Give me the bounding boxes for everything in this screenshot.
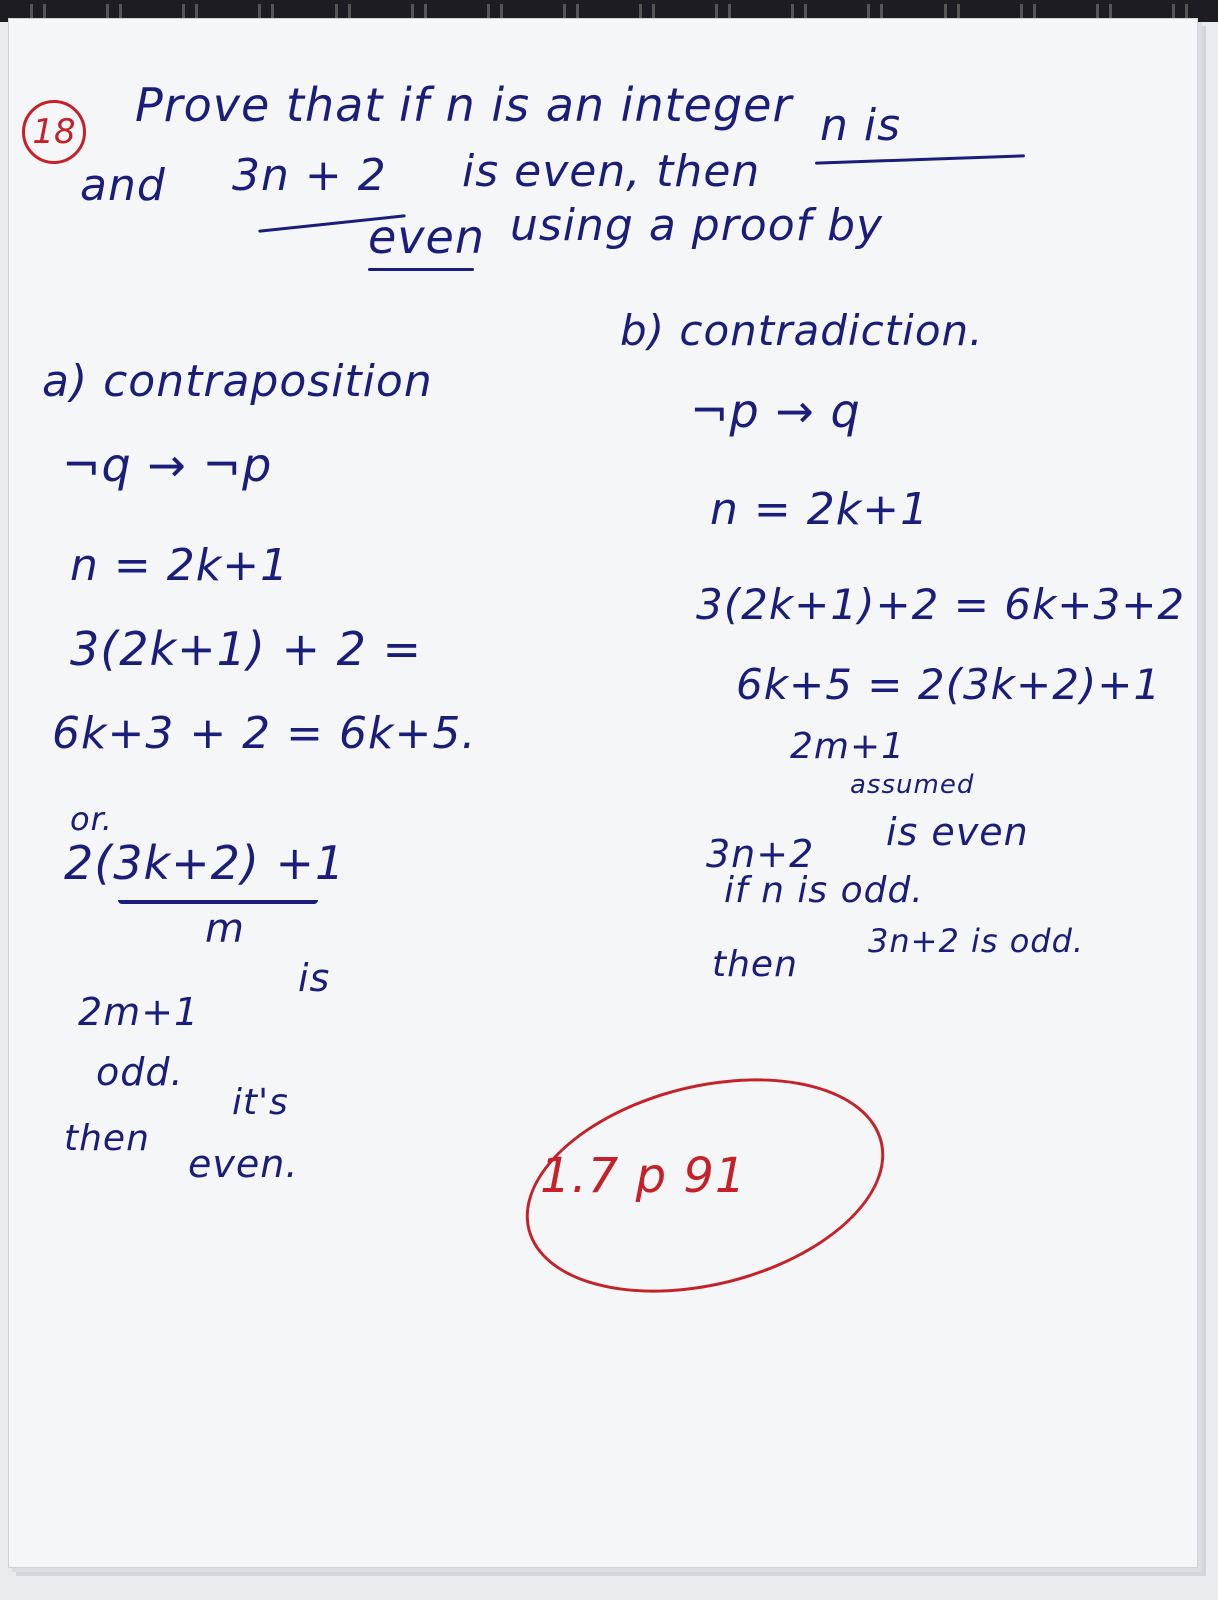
part-b-step-6-3n-plus-2: 3n+2 [706,832,815,876]
reference-section-page: 1.7 p 91 [540,1148,747,1204]
part-b-step-6-is-even: is even [886,810,1029,854]
problem-line-3-even: even [368,210,485,264]
part-a-step-5: 2(3k+2) +1 [64,836,346,890]
part-a-step-8-then: then [64,1118,150,1159]
problem-number-circle: 18 [22,100,86,164]
part-a-step-8-its: it's [232,1082,289,1123]
part-b-logic: ¬p → q [690,384,861,438]
part-b-step-4: 2m+1 [790,726,906,767]
part-b-step-8-3n-plus-2-is-odd: 3n+2 is odd. [868,922,1085,960]
part-a-step-4: or. [70,800,113,838]
part-a-step-2: 3(2k+1) + 2 = [70,622,423,676]
part-a-step-6-2m-plus-1: 2m+1 [78,990,200,1034]
problem-line-1: Prove that if n is an integer [135,78,793,132]
part-a-logic: ¬q → ¬p [62,438,273,492]
problem-line-2-n-is: n is [820,100,902,151]
part-b-step-2: 3(2k+1)+2 = 6k+3+2 [696,580,1186,629]
part-b-step-3: 6k+5 = 2(3k+2)+1 [736,660,1162,709]
part-a-m-label: m [205,906,245,952]
part-b-step-5-assumed: assumed [850,770,975,800]
part-b-heading: b) contradiction. [620,306,984,355]
part-b-step-1: n = 2k+1 [710,484,930,535]
problem-line-2-and: and [80,160,166,211]
part-b-step-7: if n is odd. [724,870,924,911]
part-a-step-3: 6k+3 + 2 = 6k+5. [52,708,477,759]
part-b-step-8-then: then [712,944,798,985]
part-a-step-1: n = 2k+1 [70,540,290,591]
problem-expression-3n-plus-2: 3n + 2 [232,150,387,201]
problem-line-2-is-even-then: is even, then [462,146,761,197]
part-a-step-7: odd. [96,1050,184,1094]
problem-line-3-using-proof-by: using a proof by [510,200,884,251]
underbrace-m [118,900,318,904]
part-a-step-6-is: is [298,956,331,1000]
part-a-step-9: even. [188,1142,299,1186]
underline-even [368,268,474,271]
part-a-heading: a) contraposition [42,356,433,407]
